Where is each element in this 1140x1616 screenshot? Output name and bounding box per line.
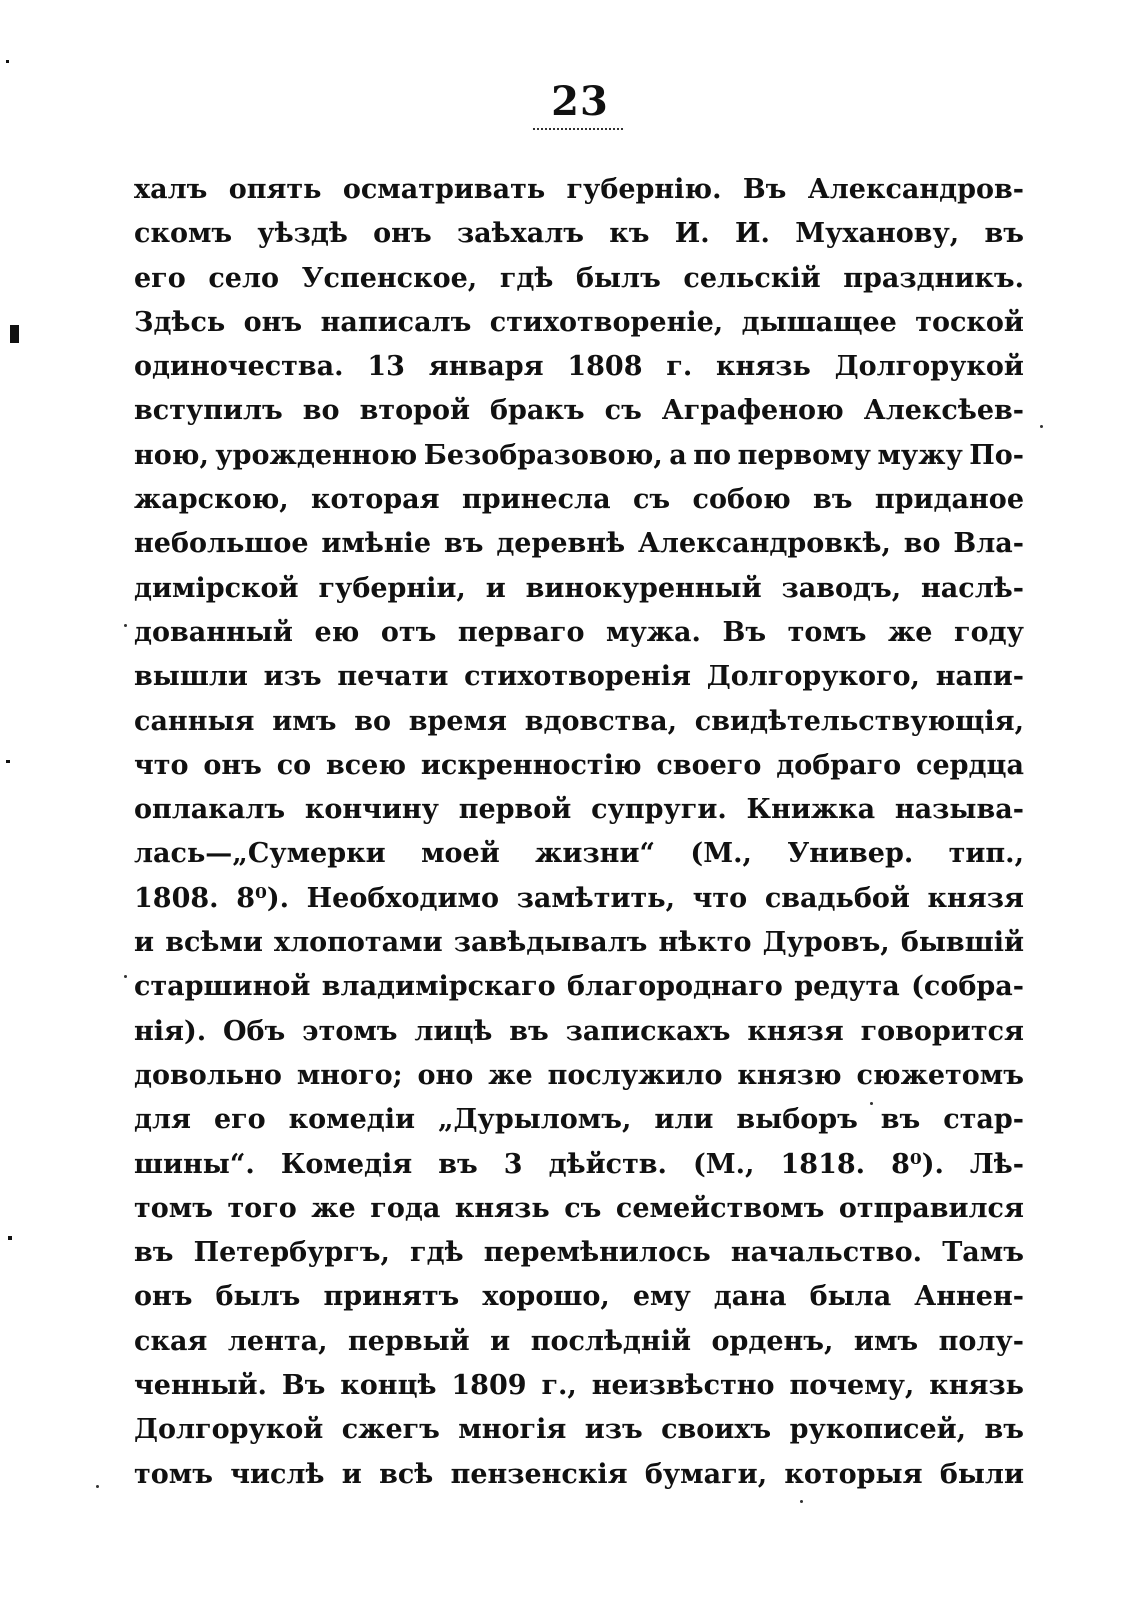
text-line: и всѣми хлопотами завѣдывалъ нѣкто Дуровъ, бывшій xyxy=(134,927,1024,959)
text-line: оплакалъ кончину первой супруги. Книжка называ- xyxy=(134,794,1024,826)
text-line: его село Успенское, гдѣ былъ сельскій праздникъ. xyxy=(134,262,1024,294)
text-line: ченный. Въ концѣ 1809 г., неизвѣстно почему, князь xyxy=(134,1370,1024,1402)
body-text xyxy=(134,168,1024,1497)
print-speck xyxy=(870,1102,873,1105)
text-line: димірской губерніи, и винокуренный заводъ, наслѣ- xyxy=(134,572,1024,604)
text-line: халъ опять осматривать губернію. Въ Александров- xyxy=(134,174,1024,205)
print-speck xyxy=(124,624,127,627)
text-line: для его комедіи „Дурыломъ, или выборъ въ стар- xyxy=(134,1104,1024,1136)
text-line: онъ былъ принятъ хорошо, ему дана была Аннен- xyxy=(134,1281,1024,1313)
text-line: томъ того же года князь съ семействомъ отправился xyxy=(134,1192,1024,1224)
text-line: ская лента, первый и послѣдній орденъ, имъ полу- xyxy=(134,1325,1024,1357)
text-line: довольно много; оно же послужило князю сюжетомъ xyxy=(134,1059,1024,1091)
page-number: 23 xyxy=(551,78,609,125)
text-line: дованный ею отъ перваго мужа. Въ томъ же году xyxy=(134,616,1024,648)
margin-speck xyxy=(6,760,10,763)
text-line: жарскою, которая принесла съ собою въ приданое xyxy=(134,484,1024,516)
margin-mark xyxy=(10,325,19,343)
print-speck xyxy=(96,1485,99,1488)
margin-speck xyxy=(6,60,9,63)
print-speck xyxy=(124,975,127,978)
text-line: 1808. 8⁰). Необходимо замѣтить, что свадьбой князя xyxy=(134,882,1024,914)
text-line: старшиной владимірскаго благороднаго редута (собра- xyxy=(134,971,1024,1003)
text-line: вышли изъ печати стихотворенія Долгорукого, напи- xyxy=(134,661,1024,693)
text-line: Долгорукой сжегъ многія изъ своихъ рукописей, въ xyxy=(134,1414,1024,1446)
print-speck xyxy=(1040,425,1043,428)
text-line: лась—„Сумерки моей жизни“ (М., Универ. тип., xyxy=(134,838,1024,870)
margin-speck xyxy=(8,1236,12,1240)
text-line: нія). Объ этомъ лицѣ въ запискахъ князя говорится xyxy=(134,1015,1024,1047)
text-line: санныя имъ во время вдовства, свидѣтельствующія, xyxy=(134,705,1024,737)
text-line: небольшое имѣніе въ деревнѣ Александровкѣ, во Вла- xyxy=(134,528,1024,560)
page-number-rule xyxy=(533,128,623,130)
print-speck xyxy=(800,1500,803,1503)
text-line: въ Петербургъ, гдѣ перемѣнилось начальство. Тамъ xyxy=(134,1237,1024,1269)
text-line: шины“. Комедія въ 3 дѣйств. (М., 1818. 8⁰). Лѣ- xyxy=(134,1148,1024,1180)
text-line: ною, урожденною Безобразовою, а по первому мужу По- xyxy=(134,439,1024,471)
text-line: одиночества. 13 января 1808 г. князь Долгорукой xyxy=(134,351,1024,383)
text-line: томъ числѣ и всѣ пензенскія бумаги, которыя были xyxy=(134,1458,1024,1490)
text-line: что онъ со всею искренностію своего добраго сердца xyxy=(134,749,1024,781)
text-line: Здѣсь онъ написалъ стихотвореніе, дышащее тоской xyxy=(134,306,1024,338)
text-line: скомъ уѣздѣ онъ заѣхалъ къ И. И. Муханову, въ xyxy=(134,218,1024,250)
text-line: вступилъ во второй бракъ съ Аграфеною Алексѣев- xyxy=(134,395,1024,427)
